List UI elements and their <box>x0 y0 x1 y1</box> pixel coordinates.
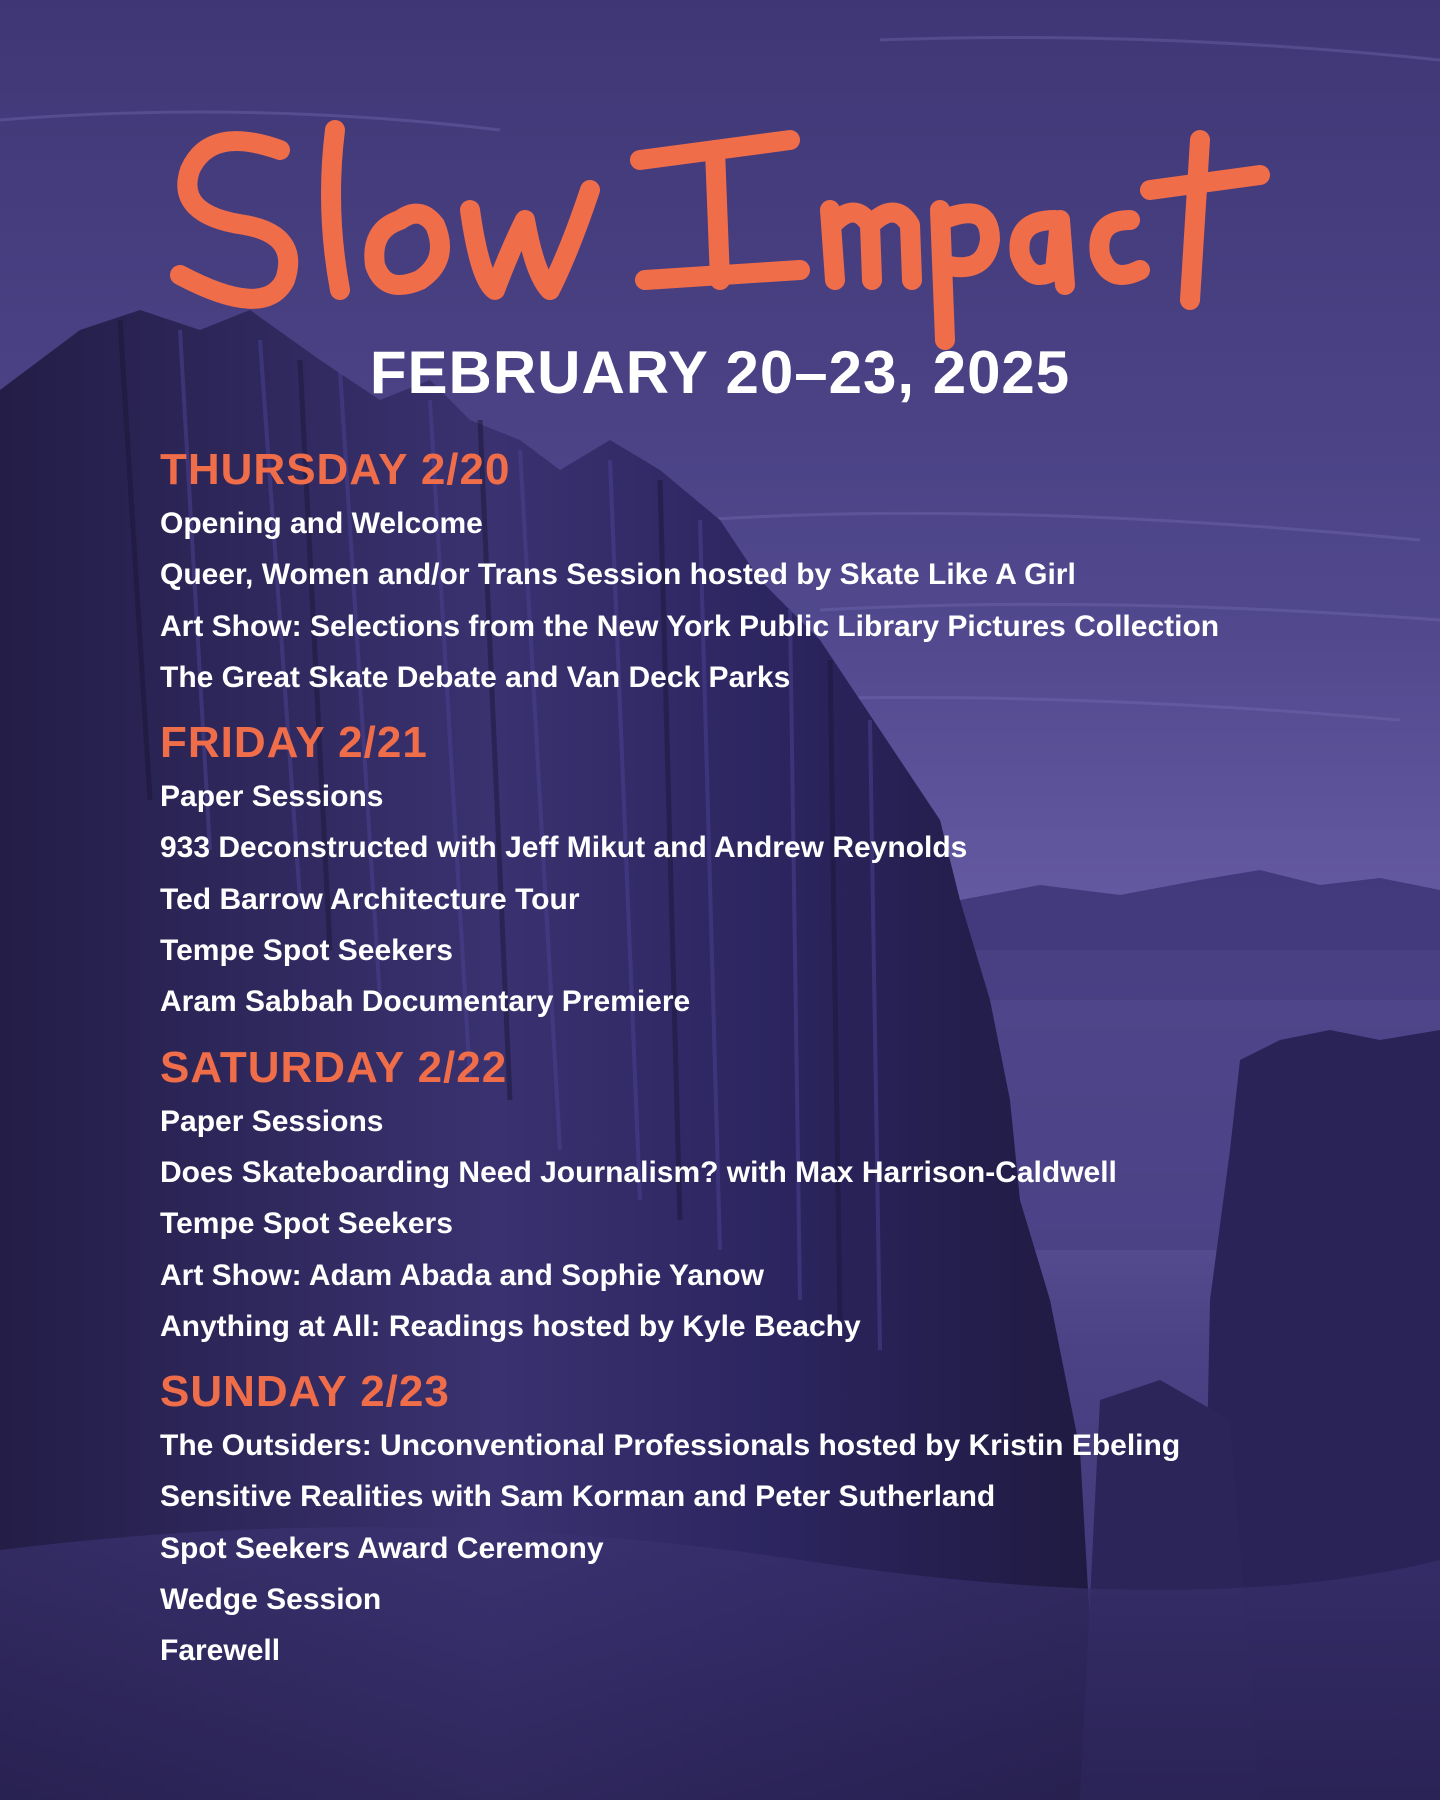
event-dates: FEBRUARY 20–23, 2025 <box>369 339 1071 406</box>
event-item: The Great Skate Debate and Van Deck Parks <box>160 660 791 694</box>
event-item: The Outsiders: Unconventional Professionals hosted by Kristin Ebeling <box>160 1429 1181 1463</box>
event-item: Tempe Spot Seekers <box>160 934 453 968</box>
event-item: Art Show: Adam Abada and Sophie Yanow <box>160 1258 764 1292</box>
event-item: Sensitive Realities with Sam Korman and Peter Sutherland <box>160 1480 996 1514</box>
event-item: Paper Sessions <box>160 1104 384 1138</box>
event-item: Art Show: Selections from the New York Public Library Pictures Collection <box>160 609 1220 643</box>
event-item: Tempe Spot Seekers <box>160 1207 453 1241</box>
event-item: Anything at All: Readings hosted by Kyle Beachy <box>160 1309 861 1343</box>
day-heading: SUNDAY 2/23 <box>160 1367 450 1417</box>
schedule <box>160 444 1360 1691</box>
event-item: Spot Seekers Award Ceremony <box>160 1531 604 1565</box>
event-item: Does Skateboarding Need Journalism? with Max Harrison-Caldwell <box>160 1155 1117 1189</box>
day-thursday <box>160 444 1360 703</box>
title-logo <box>150 100 1300 350</box>
event-item: Farewell <box>160 1634 281 1668</box>
day-heading: THURSDAY 2/20 <box>160 445 511 494</box>
event-item: Queer, Women and/or Trans Session hosted by Skate Like A Girl <box>160 558 1076 592</box>
day-friday <box>160 717 1360 1027</box>
day-saturday <box>160 1042 1360 1352</box>
event-item: Paper Sessions <box>160 780 384 814</box>
event-item: Wedge Session <box>160 1583 382 1617</box>
day-heading: SATURDAY 2/22 <box>160 1042 508 1092</box>
title-brush-lettering <box>150 100 1300 350</box>
day-heading: FRIDAY 2/21 <box>160 718 428 768</box>
day-sunday <box>160 1366 1360 1676</box>
event-item: Aram Sabbah Documentary Premiere <box>160 985 691 1019</box>
event-item: 933 Deconstructed with Jeff Mikut and Andrew Reynolds <box>160 831 968 865</box>
event-item: Opening and Welcome <box>160 507 483 540</box>
event-item: Ted Barrow Architecture Tour <box>160 882 580 916</box>
